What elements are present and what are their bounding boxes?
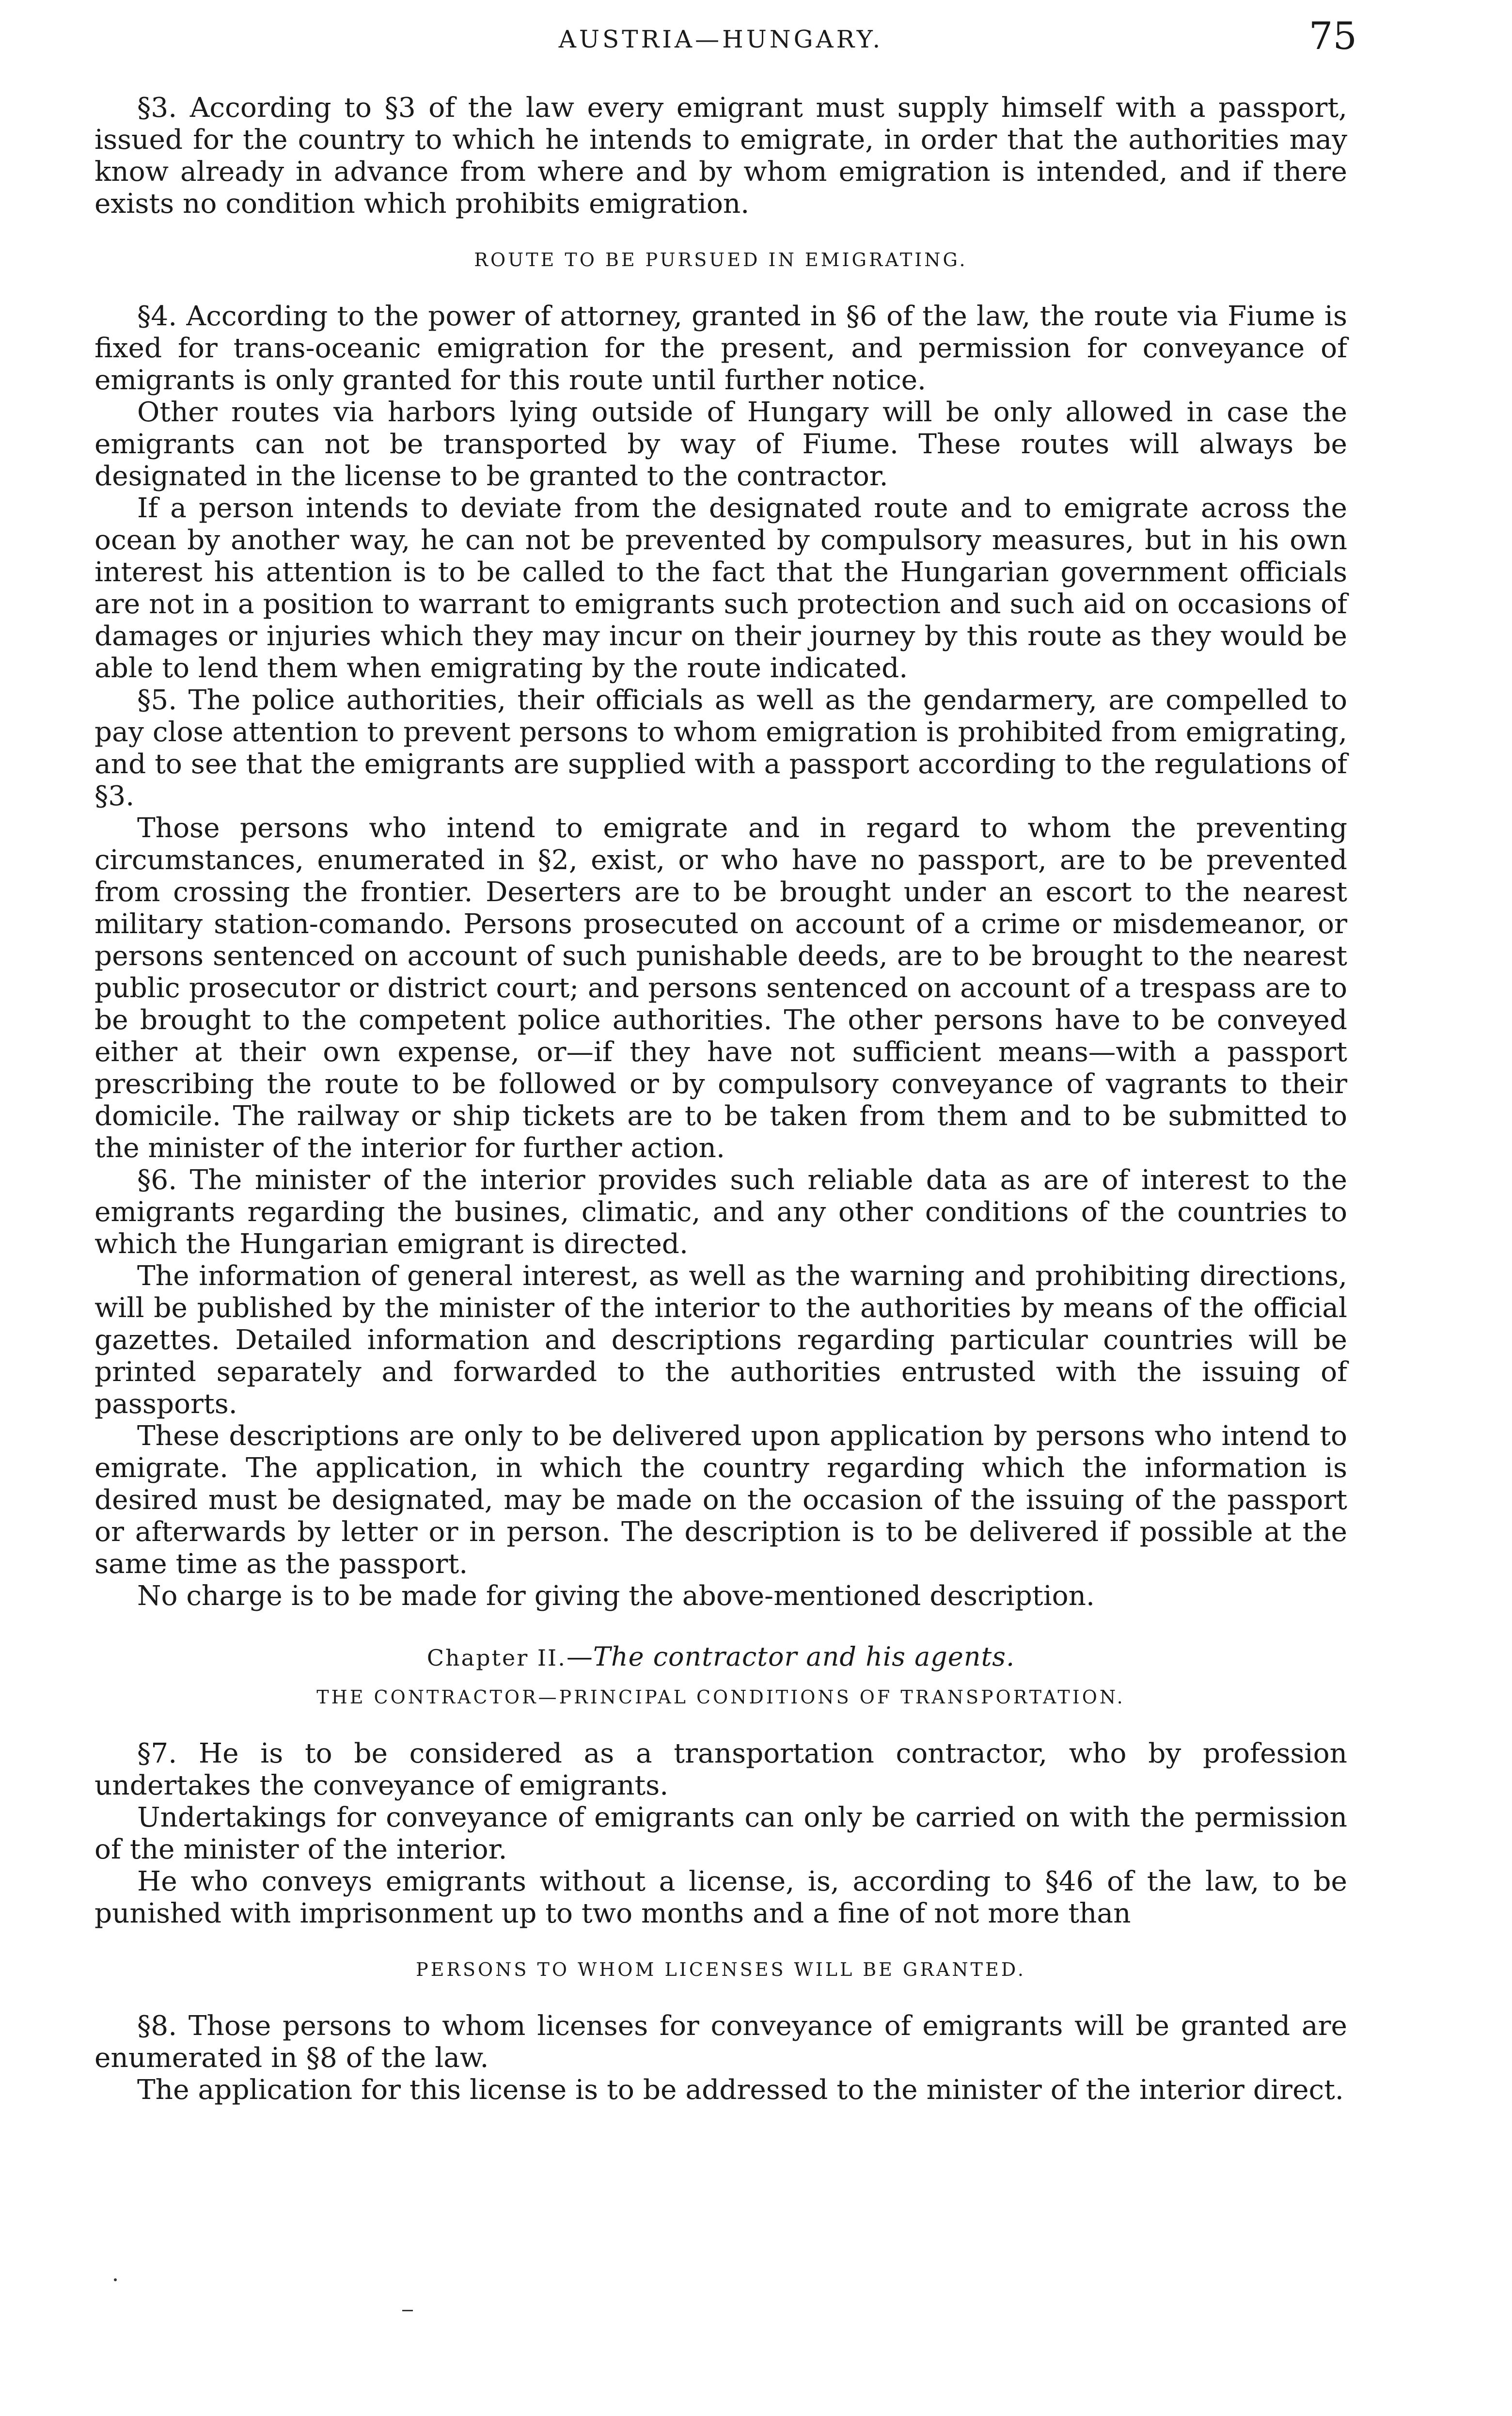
- paragraph-s7-1: §7. He is to be considered as a transportation contractor, who by profession undertakes the conveyance of emigrants.: [94, 1738, 1347, 1801]
- section-heading-licenses: PERSONS TO WHOM LICENSES WILL BE GRANTED.: [416, 1959, 1026, 1980]
- chapter-title: [94, 1641, 1347, 1672]
- running-head: [94, 15, 1357, 58]
- section-heading-route: ROUTE TO BE PURSUED IN EMIGRATING.: [474, 249, 968, 270]
- stray-dash: [402, 2310, 413, 2311]
- paragraph-s7-2: Undertakings for conveyance of emigrants can only be carried on with the permission of the minister of the interior.: [94, 1802, 1347, 1865]
- paragraph-s8-1: §8. Those persons to whom licenses for conveyance of emigrants will be granted are enumerated in §8 of the law.: [94, 2010, 1347, 2074]
- page-number: 75: [1308, 15, 1357, 58]
- paragraph-s8-2: The application for this license is to be addressed to the minister of the interior direct.: [137, 2074, 1344, 2106]
- chapter-dash: —: [566, 1641, 593, 1672]
- paragraph-s6-2: The information of general interest, as well as the warning and prohibiting directions, will be published by the minister of the interior to the authorities by means of the official gazettes. Detailed information and descriptions regarding particular countries will be printed separately and forwarded to the authorities entrusted with the issuing of passports.: [94, 1260, 1347, 1420]
- paragraph-s5-1: §5. The police authorities, their officials as well as the gendarmery, are compelled to pay close attention to prevent persons to whom emigration is prohibited from emigrating, and to see that the emigrants are supplied with a passport according to the regulations of §3.: [94, 684, 1347, 812]
- section-heading-contractor: THE CONTRACTOR—PRINCIPAL CONDITIONS OF TRANSPORTATION.: [316, 1686, 1125, 1708]
- text-column: [94, 92, 1347, 2106]
- paragraph-s4-2: Other routes via harbors lying outside of Hungary will be only allowed in case the emigrants can not be transported by way of Fiume. These routes will always be designated in the license to be granted to the contractor.: [94, 397, 1347, 492]
- paragraph-s6-4: No charge is to be made for giving the above-mentioned description.: [137, 1580, 1095, 1612]
- paragraph-s4-3: If a person intends to deviate from the designated route and to emigrate across the ocean by another way, he can not be prevented by compulsory measures, but in his own interest his attention is to be called to the fact that the Hungarian government officials are not in a position to warrant to emigrants such protection and such aid on occasions of damages or injuries which they may incur on their journey by this route as they would be able to lend them when emigrating by the route indicated.: [94, 493, 1347, 684]
- chapter-name: The contractor and his agents.: [593, 1641, 1015, 1672]
- paragraph-s3: §3. According to §3 of the law every emigrant must supply himself with a passport, issued for the country to which he intends to emigrate, in order that the authorities may know already in advance from where and by whom emigration is intended, and if there exists no condition which prohibits emigration.: [94, 92, 1347, 220]
- paragraph-s6-3: These descriptions are only to be delivered upon application by persons who intend to emigrate. The application, in which the country regarding which the information is desired must be designated, may be made on the occasion of the issuing of the passport or afterwards by letter or in person. The description is to be delivered if possible at the same time as the passport.: [94, 1420, 1347, 1580]
- running-title: AUSTRIA—HUNGARY.: [558, 25, 883, 53]
- paragraph-s6-1: §6. The minister of the interior provides such reliable data as are of interest to the emigrants regarding the busines, climatic, and any other conditions of the countries to which the Hungarian emigrant is directed.: [94, 1164, 1347, 1260]
- paragraph-s7-3: He who conveys emigrants without a license, is, according to §46 of the law, to be punished with imprisonment up to two months and a fine of not more than: [94, 1866, 1347, 1929]
- chapter-label: Chapter II.: [426, 1645, 567, 1671]
- paragraph-s4-1: §4. According to the power of attorney, granted in §6 of the law, the route via Fiume is fixed for trans-oceanic emigration for the present, and permission for conveyance of emigrants is only granted for this route until further notice.: [94, 301, 1347, 396]
- paragraph-s5-2: Those persons who intend to emigrate and in regard to whom the preventing circumstances, enumerated in §2, exist, or who have no passport, are to be prevented from crossing the frontier. Deserters are to be brought under an escort to the nearest military station-comando. Persons prosecuted on account of a crime or misdemeanor, or persons sentenced on account of such punishable deeds, are to be brought to the nearest public prosecutor or district court; and persons sentenced on account of a trespass are to be brought to the competent police authorities. The other persons have to be conveyed either at their own expense, or—if they have not sufficient means—with a passport prescribing the route to be followed or by compulsory conveyance of vagrants to their domicile. The railway or ship tickets are to be taken from them and to be submitted to the minister of the interior for further action.: [94, 812, 1347, 1164]
- stray-mark: [114, 2278, 117, 2281]
